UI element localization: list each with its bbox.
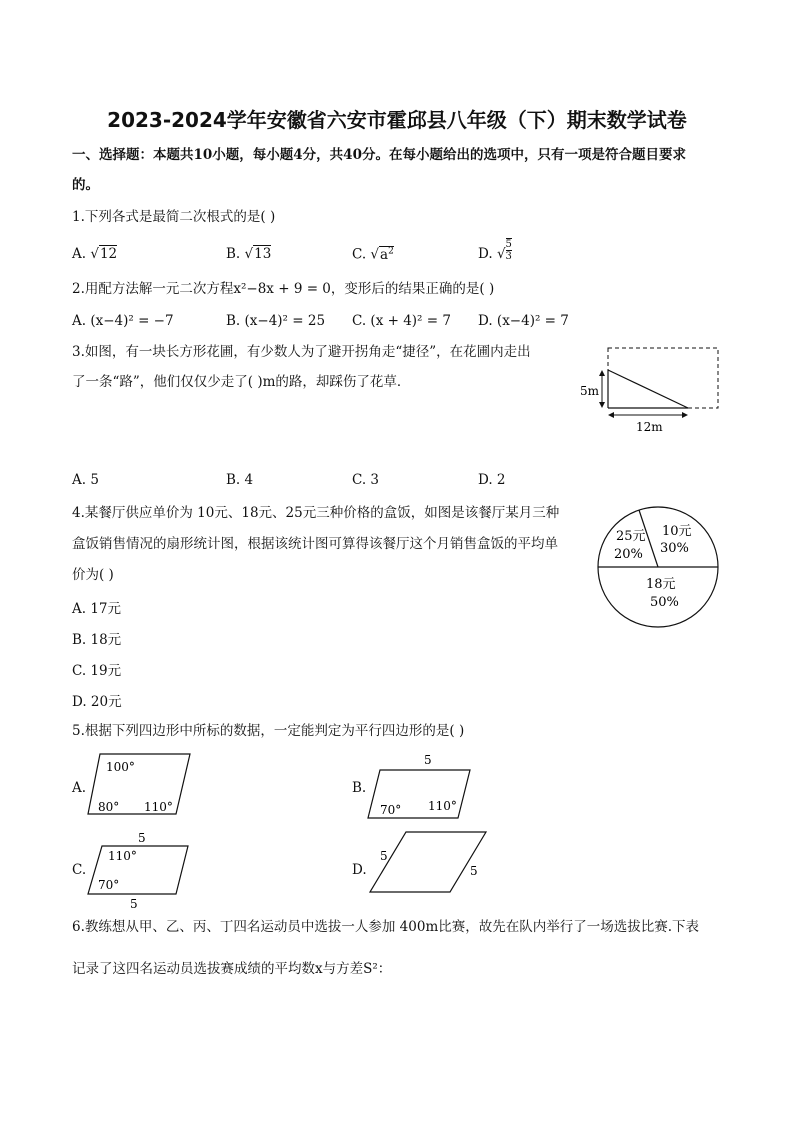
q2-stem: 2.用配方法解一元二次方程x²−8x + 9 = 0，变形后的结果正确的是( )	[72, 281, 495, 297]
q1-option-b: B. √13	[226, 246, 272, 262]
q3-garden-figure	[578, 340, 728, 440]
q4-line1: 4.某餐厅供应单价为 10元、18元、25元三种价格的盒饭，如图是该餐厅某月三种	[72, 505, 560, 521]
q4-option-c: C. 19元	[72, 663, 122, 679]
q5-figure-c	[86, 828, 196, 914]
side-d-left-5: 5	[380, 849, 388, 863]
q4-line3: 价为( )	[72, 567, 114, 583]
q2-option-d: D. (x−4)² = 7	[478, 313, 569, 329]
q6-line1: 6.教练想从甲、乙、丙、丁四名运动员中选拔一人参加 400m比赛，故先在队内举行了一场选拔比赛.下表	[72, 919, 700, 935]
q5-stem: 5.根据下列四边形中所标的数据，一定能判定为平行四边形的是( )	[72, 723, 465, 739]
q3-option-d: D. 2	[478, 472, 506, 488]
slice-pct-10: 30%	[660, 541, 689, 556]
q3-line2: 了一条“路”，他们仅仅少走了( )m的路，却踩伤了花草．	[72, 374, 411, 390]
q5-option-c-label: C.	[72, 862, 87, 878]
angle-a-100: 100°	[106, 760, 135, 774]
section-heading-line1: 一、选择题：本题共10小题，每小题4分，共40分。在每小题给出的选项中，只有一项是符合题目要求	[72, 147, 686, 163]
side-b-5: 5	[424, 753, 432, 767]
q3-option-a: A. 5	[72, 472, 99, 488]
arrow-head-up	[599, 370, 605, 376]
q2-option-b: B. (x−4)² = 25	[226, 313, 326, 329]
slice-label-10: 10元	[662, 524, 692, 539]
side-d-right-5: 5	[470, 864, 478, 878]
q4-option-d: D. 20元	[72, 694, 122, 710]
q3-line1: 3.如图，有一块长方形花圃，有少数人为了避开拐角走“捷径”，在花圃内走出	[72, 344, 531, 360]
angle-c-110: 110°	[108, 849, 137, 863]
q3-option-c: C. 3	[352, 472, 380, 488]
label-5m: 5m	[580, 384, 600, 398]
q5-figure-a	[86, 748, 196, 820]
q1-option-a: A. √12	[72, 246, 118, 262]
q5-option-b-label: B.	[352, 780, 367, 796]
angle-c-70: 70°	[98, 878, 120, 892]
q5-option-a-label: A.	[72, 780, 87, 796]
angle-b-110: 110°	[428, 799, 457, 813]
q2-option-c: C. (x + 4)² = 7	[352, 313, 451, 329]
q2-option-a: A. (x−4)² = −7	[72, 313, 174, 329]
arrow-head-left	[608, 412, 614, 418]
q5-option-d-label: D.	[352, 862, 367, 878]
page-title: 2023-2024学年安徽省六安市霍邱县八年级（下）期末数学试卷	[107, 108, 687, 132]
q4-pie-chart	[594, 503, 722, 631]
label-12m: 12m	[636, 420, 663, 434]
arrow-head-down	[599, 402, 605, 408]
q4-line2: 盒饭销售情况的扇形统计图，根据该统计图可算得该餐厅这个月销售盒饭的平均单	[72, 536, 558, 552]
angle-a-110: 110°	[144, 800, 173, 814]
q5-figure-d	[366, 828, 496, 898]
q6-line2: 记录了这四名运动员选拔赛成绩的平均数x与方差S²：	[72, 961, 392, 977]
arrow-head-right	[682, 412, 688, 418]
q4-option-a: A. 17元	[72, 601, 122, 617]
slice-pct-25: 20%	[614, 547, 643, 562]
side-c-top-5: 5	[138, 831, 146, 845]
slice-pct-18: 50%	[650, 595, 679, 610]
angle-a-80: 80°	[98, 800, 120, 814]
q1-stem: 1.下列各式是最简二次根式的是( )	[72, 209, 276, 225]
section-heading-line2: 的。	[72, 177, 99, 193]
shortcut-path	[608, 370, 688, 408]
q3-option-b: B. 4	[226, 472, 254, 488]
slice-label-25: 25元	[616, 529, 646, 544]
q4-option-b: B. 18元	[72, 632, 122, 648]
slice-label-18: 18元	[646, 577, 676, 592]
q1-option-c: C. $√a^2$	[352, 246, 394, 263]
side-c-bottom-5: 5	[130, 897, 138, 911]
angle-b-70: 70°	[380, 803, 402, 817]
q5-figure-b	[366, 750, 476, 822]
q1-option-d: D. √ $\frac{5}{3}$	[478, 239, 512, 262]
